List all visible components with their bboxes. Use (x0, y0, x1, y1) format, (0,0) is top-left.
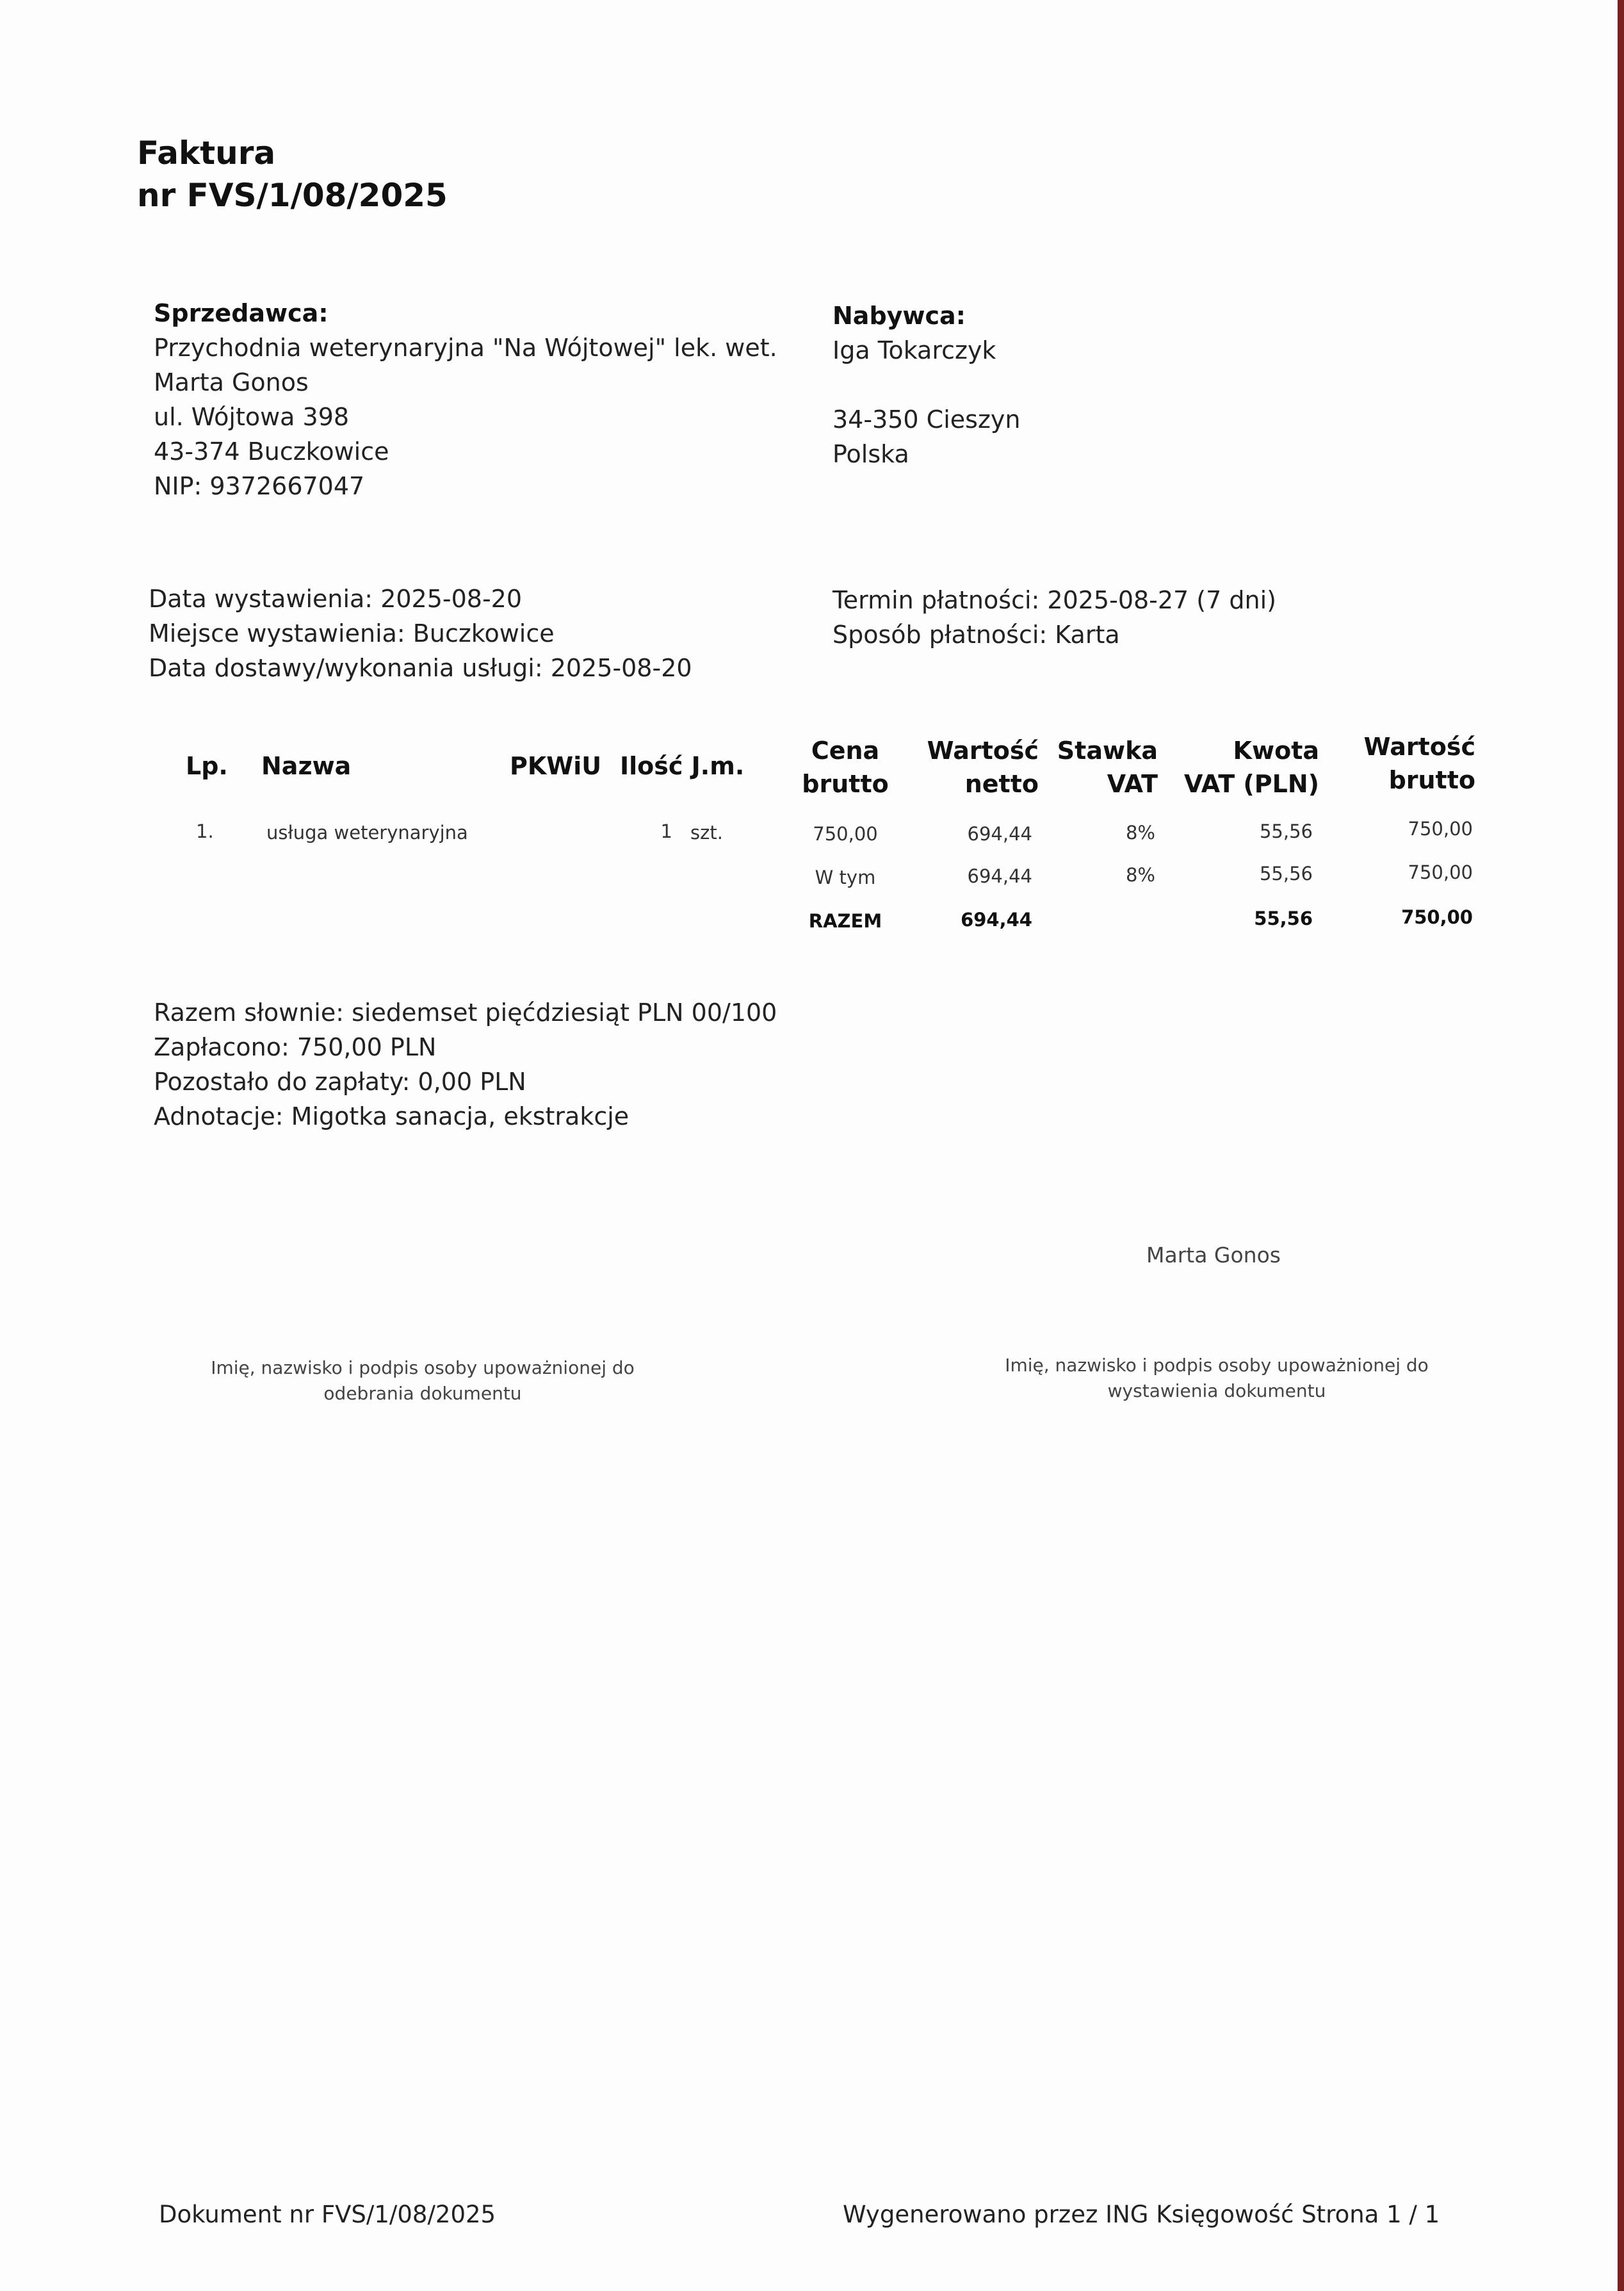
payment-method: Sposób płatności: Karta (832, 621, 1120, 649)
seller-line: Przychodnia weterynaryjna "Na Wójtowej" lek. wet. (154, 334, 777, 362)
buyer-block (832, 298, 1020, 471)
col-header-vat-rate (1050, 734, 1158, 801)
footer-generated-by: Wygenerowano przez ING Księgowość Strona 1 / 1 (843, 2201, 1440, 2228)
amount-remaining: Pozostało do zapłaty: 0,00 PLN (154, 1068, 526, 1096)
seller-line: 43-374 Buczkowice (154, 437, 389, 466)
col-header-name: Nazwa (261, 752, 352, 780)
receiver-signature-caption (192, 1355, 653, 1406)
seller-block (154, 296, 777, 503)
col-header-gross-value-l2: brutto (1388, 766, 1475, 794)
delivery-date: Data dostawy/wykonania usługi: 2025-08-20 (149, 654, 692, 682)
page-edge (1618, 0, 1624, 2291)
buyer-city: 34-350 Cieszyn (832, 405, 1021, 434)
col-header-gross-value-l1: Wartość (1363, 733, 1475, 761)
total-label: RAZEM (808, 910, 882, 932)
total-gross-value: 750,00 (1401, 906, 1473, 928)
cell-unit: szt. (690, 822, 723, 844)
cell-qty: 1 (660, 820, 672, 842)
title-line-1: Faktura (137, 135, 276, 172)
cell-gross-price: 750,00 (813, 823, 878, 845)
title-line-2: nr FVS/1/08/2025 (137, 177, 448, 214)
payment-block (832, 583, 1276, 652)
total-vat-amount: 55,56 (1254, 908, 1313, 929)
col-header-gross-price (781, 734, 909, 801)
cell-gross-value: 750,00 (1408, 818, 1473, 840)
annotations: Adnotacje: Migotka sanacja, ekstrakcje (154, 1102, 629, 1130)
receiver-caption-l1: Imię, nazwisko i podpis osoby upoważnionej do (211, 1357, 635, 1378)
issue-dates-block (149, 582, 692, 685)
buyer-country: Polska (832, 440, 909, 468)
col-header-vat-rate-l2: VAT (1107, 770, 1158, 798)
receiver-caption-l2: odebrania dokumentu (323, 1383, 522, 1404)
buyer-heading: Nabywca: (832, 302, 966, 330)
amount-paid: Zapłacono: 750,00 PLN (154, 1033, 437, 1061)
cell-name: usługa weterynaryjna (266, 822, 468, 844)
col-header-qty-unit: Ilość J.m. (620, 752, 745, 780)
subtotal-net-value: 694,44 (967, 865, 1032, 887)
subtotal-vat-amount: 55,56 (1259, 863, 1313, 885)
issuer-signature-caption (973, 1353, 1460, 1404)
col-header-net-value-l1: Wartość (927, 737, 1039, 765)
subtotal-label: W tym (815, 867, 876, 888)
col-header-net-value-l2: netto (964, 770, 1039, 798)
col-header-vat-amount-l2: VAT (PLN) (1183, 770, 1319, 798)
col-header-vat-amount-l1: Kwota (1233, 737, 1319, 765)
seller-nip: NIP: 9372667047 (154, 472, 365, 500)
invoice-title (137, 132, 448, 216)
subtotal-gross-value: 750,00 (1408, 861, 1473, 883)
summary-block (154, 995, 777, 1134)
buyer-name: Iga Tokarczyk (832, 336, 996, 364)
total-net-value: 694,44 (961, 909, 1032, 931)
col-header-vat-amount (1165, 734, 1319, 801)
seller-line: Marta Gonos (154, 368, 309, 396)
col-header-gross-price-l2: brutto (802, 770, 889, 798)
issuer-name: Marta Gonos (1146, 1243, 1281, 1268)
cell-vat-amount: 55,56 (1259, 820, 1313, 842)
cell-lp: 1. (196, 820, 214, 842)
issuer-caption-l1: Imię, nazwisko i podpis osoby upoważnionej do (1005, 1355, 1429, 1376)
footer-document-number: Dokument nr FVS/1/08/2025 (159, 2201, 496, 2228)
payment-due: Termin płatności: 2025-08-27 (7 dni) (832, 586, 1276, 614)
col-header-vat-rate-l1: Stawka (1057, 737, 1158, 765)
col-header-lp: Lp. (186, 752, 228, 780)
total-in-words: Razem słownie: siedemset pięćdziesiąt PLN 00/100 (154, 999, 777, 1027)
col-header-gross-price-l1: Cena (811, 737, 880, 765)
cell-vat-rate: 8% (1125, 822, 1155, 844)
issuer-caption-l2: wystawienia dokumentu (1107, 1380, 1326, 1401)
issue-place: Miejsce wystawienia: Buczkowice (149, 619, 555, 648)
seller-heading: Sprzedawca: (154, 299, 329, 327)
col-header-pkwiu: PKWiU (510, 752, 602, 780)
col-header-net-value (897, 734, 1039, 801)
subtotal-vat-rate: 8% (1125, 864, 1155, 886)
seller-line: ul. Wójtowa 398 (154, 403, 350, 431)
cell-net-value: 694,44 (967, 823, 1032, 845)
issue-date: Data wystawienia: 2025-08-20 (149, 585, 523, 613)
col-header-gross-value (1332, 730, 1475, 797)
